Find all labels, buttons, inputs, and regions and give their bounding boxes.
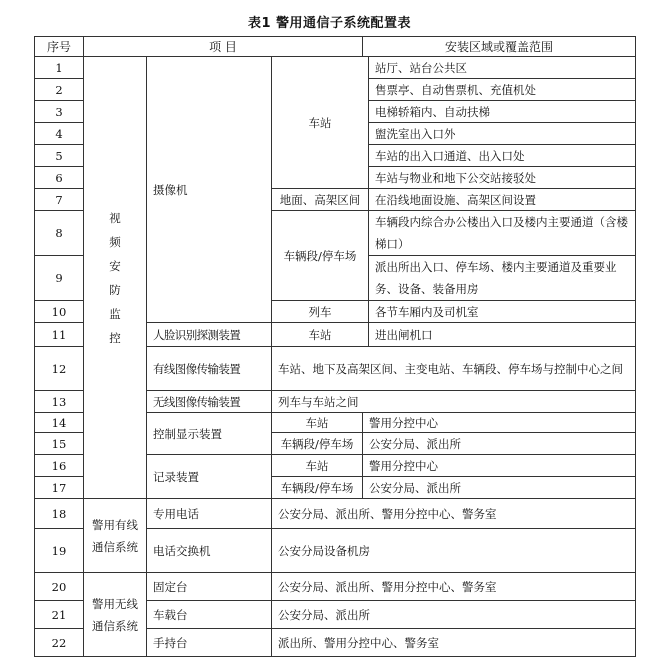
- item-dedicated-phone: 专用电话: [147, 499, 272, 529]
- seq-cell: 11: [35, 323, 84, 347]
- area-cell: 派出所出入口、停车场、楼内主要通道及重要业务、设备、装备用房: [369, 256, 636, 301]
- config-table: [34, 36, 636, 657]
- seq-cell: 22: [35, 629, 84, 657]
- location-station: 车站: [272, 455, 363, 477]
- item-vehicle-station: 车载台: [147, 601, 272, 629]
- item-wired-image-transmission: 有线图像传输装置: [147, 347, 272, 391]
- location-ground-elevated: 地面、高架区间: [272, 189, 369, 211]
- table-row: [35, 499, 636, 529]
- category-video: 视 频 安 防 监 控: [84, 57, 147, 499]
- item-wireless-image-transmission: 无线图像传输装置: [147, 391, 272, 413]
- seq-cell: 21: [35, 601, 84, 629]
- area-cell: 公安分局、派出所: [272, 601, 636, 629]
- area-cell: 车站、地下及高架区间、主变电站、车辆段、停车场与控制中心之间: [272, 347, 636, 391]
- seq-cell: 16: [35, 455, 84, 477]
- seq-cell: 5: [35, 145, 84, 167]
- area-cell: 车站的出入口通道、出入口处: [369, 145, 636, 167]
- category-wired: 警用有线通信系统: [84, 499, 147, 573]
- table-title: 表1 警用通信子系统配置表: [247, 16, 412, 31]
- table-row: [35, 57, 636, 79]
- area-cell: 警用分控中心: [363, 455, 636, 477]
- area-cell: 公安分局、派出所: [363, 477, 636, 499]
- location-depot: 车辆段/停车场: [272, 211, 369, 301]
- area-cell: 派出所、警用分控中心、警务室: [272, 629, 636, 657]
- seq-cell: 7: [35, 189, 84, 211]
- header-seq: 序号: [35, 37, 84, 57]
- item-face-detection: 人脸识别探测装置: [147, 323, 272, 347]
- seq-cell: 12: [35, 347, 84, 391]
- seq-cell: 2: [35, 79, 84, 101]
- seq-cell: 3: [35, 101, 84, 123]
- seq-cell: 8: [35, 211, 84, 256]
- seq-cell: 13: [35, 391, 84, 413]
- location-station: 车站: [272, 323, 369, 347]
- area-cell: 售票亭、自动售票机、充值机处: [369, 79, 636, 101]
- seq-cell: 9: [35, 256, 84, 301]
- header-area: 安装区域或覆盖范围: [363, 37, 636, 57]
- area-cell: 车辆段内综合办公楼出入口及楼内主要通道（含楼梯口）: [369, 211, 636, 256]
- location-train: 列车: [272, 301, 369, 323]
- area-cell: 电梯轿箱内、自动扶梯: [369, 101, 636, 123]
- seq-cell: 4: [35, 123, 84, 145]
- location-depot: 车辆段/停车场: [272, 433, 363, 455]
- area-cell: 警用分控中心: [363, 413, 636, 433]
- item-recording: 记录装置: [147, 455, 272, 499]
- seq-cell: 15: [35, 433, 84, 455]
- item-control-display: 控制显示装置: [147, 413, 272, 455]
- location-depot: 车辆段/停车场: [272, 477, 363, 499]
- area-cell: 列车与车站之间: [272, 391, 636, 413]
- area-cell: 公安分局、派出所: [363, 433, 636, 455]
- seq-cell: 18: [35, 499, 84, 529]
- item-handheld: 手持台: [147, 629, 272, 657]
- area-cell: 公安分局设备机房: [272, 529, 636, 573]
- area-cell: 盥洗室出入口外: [369, 123, 636, 145]
- seq-cell: 17: [35, 477, 84, 499]
- item-fixed-station: 固定台: [147, 573, 272, 601]
- seq-cell: 6: [35, 167, 84, 189]
- area-cell: 在沿线地面设施、高架区间设置: [369, 189, 636, 211]
- area-cell: 各节车厢内及司机室: [369, 301, 636, 323]
- header-item: 项 目: [84, 37, 363, 57]
- table-row: [35, 573, 636, 601]
- area-cell: 公安分局、派出所、警用分控中心、警务室: [272, 499, 636, 529]
- header-row: [35, 37, 636, 57]
- area-cell: 公安分局、派出所、警用分控中心、警务室: [272, 573, 636, 601]
- seq-cell: 1: [35, 57, 84, 79]
- seq-cell: 10: [35, 301, 84, 323]
- item-camera: 摄像机: [147, 57, 272, 323]
- area-cell: 车站与物业和地下公交站接驳处: [369, 167, 636, 189]
- area-cell: 站厅、站台公共区: [369, 57, 636, 79]
- category-wireless: 警用无线通信系统: [84, 573, 147, 657]
- location-station: 车站: [272, 57, 369, 189]
- seq-cell: 19: [35, 529, 84, 573]
- item-phone-switch: 电话交换机: [147, 529, 272, 573]
- area-cell: 进出闸机口: [369, 323, 636, 347]
- seq-cell: 14: [35, 413, 84, 433]
- seq-cell: 20: [35, 573, 84, 601]
- location-station: 车站: [272, 413, 363, 433]
